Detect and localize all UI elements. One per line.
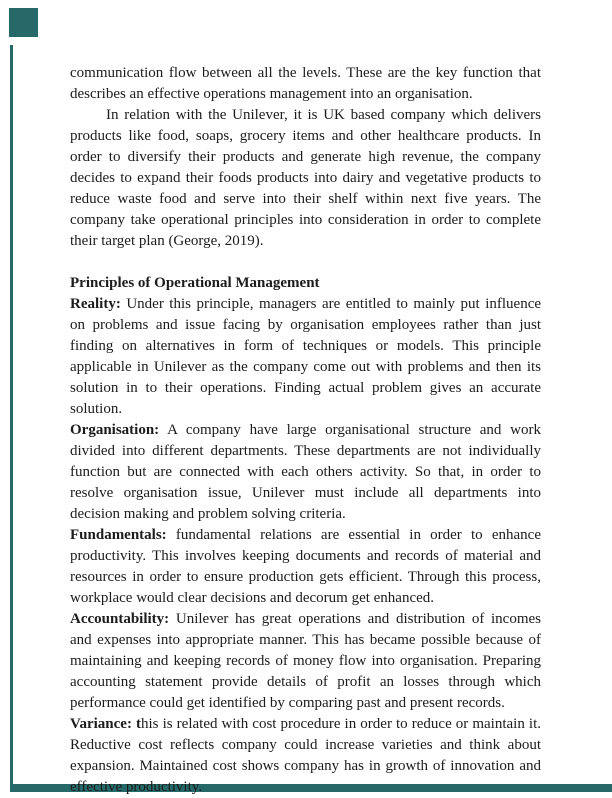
paragraph-text: Under this principle, managers are entitled to mainly put influence on problems and issue facing by organisation employees rather than just finding on alternatives in form of techniques or models. This principle applicable in Unilever as the company come out with problems and then its solution in to their operations. Finding actual problem gives an accurate solution. — [70, 296, 542, 417]
paragraph-text: Unilever has great operations and distribution of incomes and expenses into appropriate manner. This has became possible because of maintaining and keeping records of money flow into organisation. Preparing accounting statement provide details of profit an losses through which performance could get identified by comparing past and present records. — [70, 611, 542, 711]
paragraph-unilever-intro — [70, 105, 541, 252]
paragraph-accountability — [70, 609, 541, 714]
paragraph-spacer — [70, 252, 541, 273]
paragraph-variance — [70, 714, 541, 798]
corner-accent-square — [9, 8, 38, 37]
paragraph-fundamentals — [70, 525, 541, 609]
paragraph-lead: Organisation: — [70, 422, 160, 438]
section-heading-principles: Principles of Operational Management — [70, 275, 320, 291]
paragraph-lead: Accountability: — [70, 611, 170, 627]
paragraph-organisation — [70, 420, 541, 525]
page-content — [70, 63, 541, 798]
paragraph-text: his is related with cost procedure in order to reduce or maintain it. Reductive cost reflects company could increase varieties and think about expansion. Maintained cost shows company has in growth of innovation and effective productivity. — [70, 716, 542, 795]
paragraph-lead: Variance: t — [70, 716, 142, 732]
paragraph-communication — [70, 63, 541, 105]
paragraph-lead: Reality: — [70, 296, 121, 312]
left-accent-rule — [10, 45, 13, 792]
paragraph-text: fundamental relations are essential in order to enhance productivity. This involves keeping documents and records of material and resources in order to ensure production gets efficient. Through this process, workplace would clear decisions and decorum get enhanced. — [70, 527, 541, 606]
paragraph-text: In relation with the Unilever, it is UK based company which delivers products like food, soaps, grocery items and other healthcare products. In order to diversify their products and generate high revenue, the company decides to expand their foods products into dairy and vegetative products to reduce waste food and serve into their shelf within next five years. The company take operational principles into consideration in order to complete their target plan (George, 2019). — [70, 107, 541, 249]
paragraph-text: communication flow between all the levels. These are the key function that describes an effective operations management into an organisation. — [70, 65, 541, 102]
paragraph-lead: Fundamentals: — [70, 527, 167, 543]
paragraph-reality — [70, 294, 541, 420]
paragraph-text: A company have large organisational structure and work divided into different departments. These departments are not individually function but are connected with each others activity. So that, in order to resolve organisation issue, Unilever must include all departments into decision making and problem solving criteria. — [70, 422, 541, 522]
